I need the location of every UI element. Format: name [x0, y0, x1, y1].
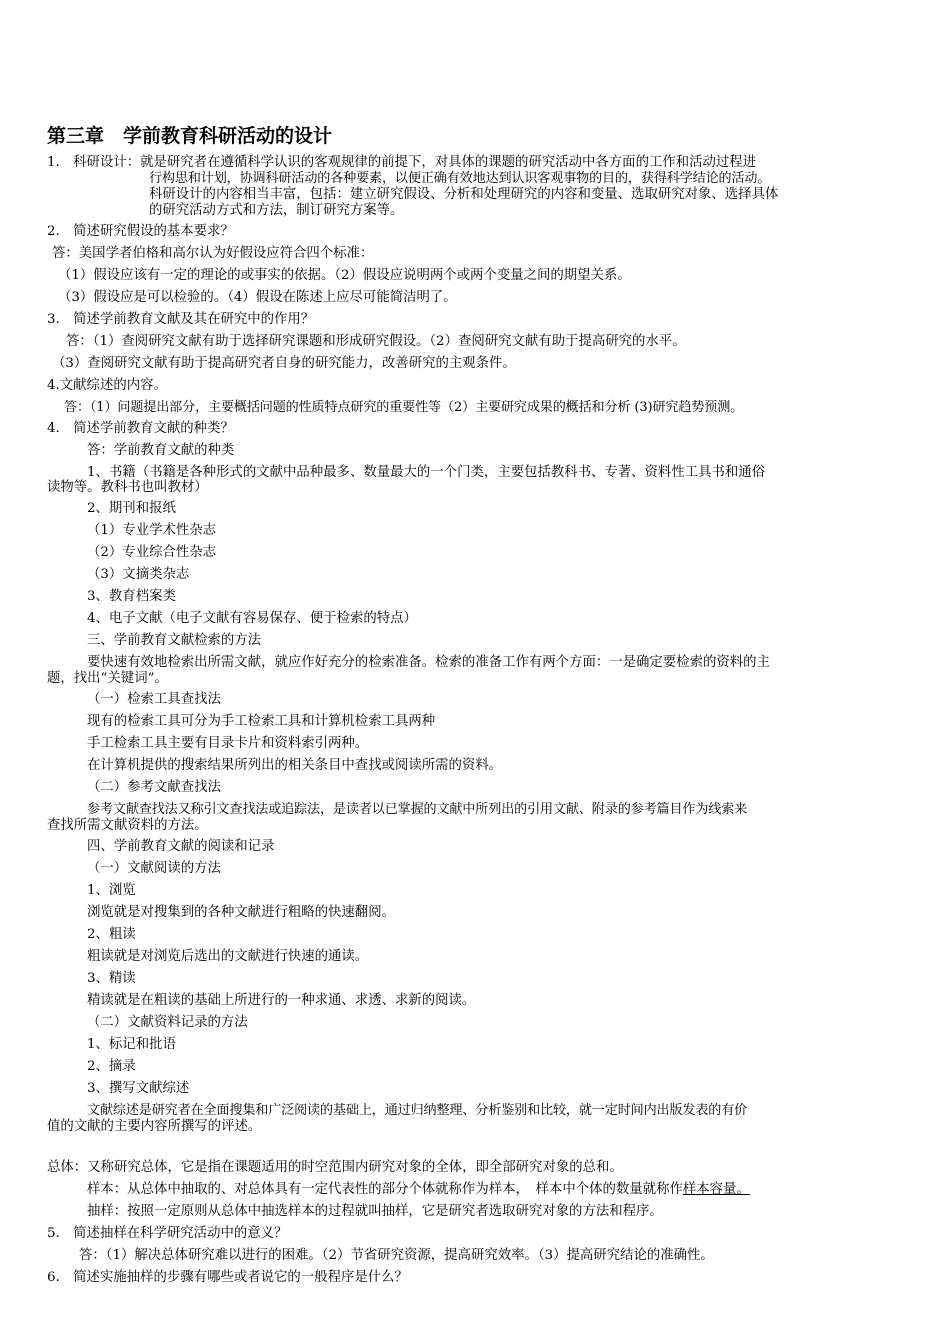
- text-line: （二）文献资料记录的方法: [87, 1015, 248, 1030]
- text-line: 2、摘录: [87, 1059, 136, 1074]
- text-line: 参考文献查找法又称引文查找法或追踪法，是读者以已掌握的文献中所列出的引用文献、附录的参考篇目作为线索来: [87, 802, 748, 817]
- text-line: 答：（1）问题提出部分，主要概括问题的性质特点研究的重要性等（2）主要研究成果的概括和分析 (3)研究趋势预测。: [64, 400, 744, 415]
- text-line: 浏览就是对搜集到的各种文献进行粗略的快速翻阅。: [87, 905, 395, 920]
- text-line: 3、精读: [87, 971, 136, 986]
- text-line: 答：（1）解决总体研究难以进行的困难。（2）节省研究资源，提高研究效率。（3）提高研究结论的准确性。: [79, 1248, 714, 1263]
- text-line: 行构思和计划，协调科研活动的各种要素，以便正确有效地达到认识客观事物的目的，获得科学结论的活动。: [149, 171, 771, 186]
- text-line: （3）文摘类杂志: [87, 567, 190, 582]
- text-line: 2、期刊和报纸: [87, 501, 176, 516]
- text-line: 4.文献综述的内容。: [47, 378, 167, 393]
- text-line: 1、浏览: [87, 883, 136, 898]
- section-heading: 三、学前教育文献检索的方法: [87, 633, 262, 648]
- text-line: 抽样：按照一定原则从总体中抽选样本的过程就叫抽样，它是研究者选取研究对象的方法和程序。: [87, 1204, 663, 1219]
- text-line: （一）检索工具查找法: [87, 692, 221, 707]
- text-line: 值的文献的主要内容所撰写的评述。: [47, 1119, 262, 1134]
- text-line: 文献综述是研究者在全面搜集和广泛阅读的基础上，通过归纳整理、分析鉴别和比较，就一定时间内出版发表的有价: [87, 1103, 748, 1118]
- sample-definition: 样本：从总体中抽取的、对总体具有一定代表性的部分个体就称作为样本， 样本中个体的数量就称作: [87, 1182, 683, 1197]
- section-heading: 四、学前教育文献的阅读和记录: [87, 839, 275, 854]
- text-line: （1）专业学术性杂志: [87, 523, 217, 538]
- text-line: （二）参考文献查找法: [87, 780, 221, 795]
- text-line: 总体：又称研究总体，它是指在课题适用的时空范围内研究对象的全体，即全部研究对象的总和。: [47, 1160, 623, 1175]
- text-line: 要快速有效地检索出所需文献，就应作好充分的检索准备。检索的准备工作有两个方面：一是确定要检索的资料的主: [87, 655, 770, 670]
- text-line: 科研设计的内容相当丰富，包括：建立研究假设、分析和处理研究的内容和变量、选取研究对象、选择具体: [149, 187, 779, 202]
- text-line: 读物等。教科书也叫教材）: [47, 480, 208, 495]
- text-line: （3）假设应是可以检验的。（4）假设在陈述上应尽可能简洁明了。: [58, 290, 457, 305]
- sample-size-term: 样本容量。: [682, 1182, 750, 1197]
- text-line: 3、教育档案类: [87, 589, 176, 604]
- text-line: 答：美国学者伯格和高尔认为好假设应符合四个标准：: [52, 246, 374, 261]
- text-line: 手工检索工具主要有目录卡片和资料索引两种。: [87, 736, 369, 751]
- text-line: 答：学前教育文献的种类: [87, 443, 235, 458]
- text-line: 1、标记和批语: [87, 1037, 176, 1052]
- text-line: （2）专业综合性杂志: [87, 545, 217, 560]
- text-line: 1、书籍（书籍是各种形式的文献中品种最多、数量最大的一个门类，主要包括教科书、专著、资料性工具书和通俗: [87, 465, 766, 480]
- text-line: 精读就是在粗读的基础上所进行的一种求通、求透、求新的阅读。: [87, 993, 476, 1008]
- text-line: 3. 简述学前教育文献及其在研究中的作用？: [47, 312, 315, 327]
- text-line: 粗读就是对浏览后选出的文献进行快速的通读。: [87, 949, 369, 964]
- text-line: （1）假设应该有一定的理论的或事实的依据。（2）假设应说明两个或两个变量之间的期望关系。: [58, 268, 631, 283]
- text-line: 2. 简述研究假设的基本要求？: [47, 224, 234, 239]
- chapter-title: 第三章 学前教育科研活动的设计: [47, 125, 333, 147]
- text-line: 4. 简述学前教育文献的种类？: [47, 421, 234, 436]
- text-line: 答：（1）查阅研究文献有助于选择研究课题和形成研究假设。（2）查阅研究文献有助于提高研究的水平。: [66, 334, 686, 349]
- text-line: 在计算机提供的搜索结果所列出的相关条目中查找或阅读所需的资料。: [87, 758, 503, 773]
- text-line: 查找所需文献资料的方法。: [47, 818, 208, 833]
- text-line: 4、电子文献（电子文献有容易保存、便于检索的特点）: [87, 611, 417, 626]
- text-line: （3）查阅研究文献有助于提高研究者自身的研究能力，改善研究的主观条件。: [52, 356, 516, 371]
- text-line: 2、粗读: [87, 927, 136, 942]
- text-line: 题，找出“关键词”。: [47, 671, 168, 686]
- text-line: [87, 1181, 750, 1198]
- text-line: 的研究活动方式和方法，制订研究方案等。: [149, 203, 404, 218]
- text-line: 现有的检索工具可分为手工检索工具和计算机检索工具两种: [87, 714, 436, 729]
- text-line: 1. 科研设计：就是研究者在遵循科学认识的客观规律的前提下，对具体的课题的研究活动中各方面的工作和活动过程进: [47, 155, 757, 170]
- text-line: 3、撰写文献综述: [87, 1081, 190, 1096]
- text-line: 5. 简述抽样在科学研究活动中的意义？: [47, 1226, 288, 1241]
- text-line: 6. 简述实施抽样的步骤有哪些或者说它的一般程序是什么？: [47, 1270, 408, 1285]
- text-line: （一）文献阅读的方法: [87, 861, 221, 876]
